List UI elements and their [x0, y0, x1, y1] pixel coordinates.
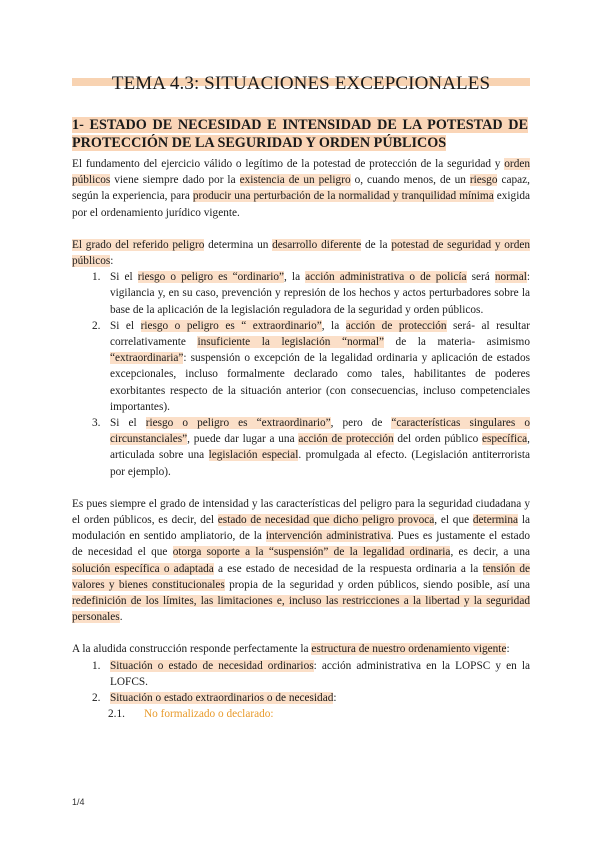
highlight-run: acción de protección — [345, 319, 447, 332]
text-run: El fundamento del ejercicio válido o legítimo de la potestad de protección de la seguridad y — [72, 158, 501, 170]
section-heading-text: 1- ESTADO DE NECESIDAD E INTENSIDAD DE LA POTESTAD DE PROTECCIÓN DE LA SEGURIDAD Y ORDEN PÚBLICOS — [72, 117, 528, 151]
highlight-run: tensión de valores y bienes constitucionales — [72, 562, 530, 591]
highlight-run: orden públicos — [72, 158, 531, 187]
text-run: de la — [361, 238, 392, 251]
highlight-run: insuficiente la legislación “normal” — [197, 336, 384, 349]
text-run: , es decir, a una — [450, 546, 530, 559]
list-number: 1. — [92, 659, 101, 672]
text-run: Es pues siempre el grado de intensidad y las características del peligro para la seguridad ciudadana y el orden públicos, es decir, del — [72, 497, 530, 527]
highlight-run: estructura de nuestro ordenamiento vigente — [311, 643, 507, 656]
list-item — [72, 415, 530, 480]
section-heading — [72, 116, 528, 152]
text-run: viene siempre dado por la — [110, 174, 240, 187]
list-number: 2. — [92, 692, 101, 705]
text-run: : vigilancia y, en su caso, prevención y represión de los hechos y actos perturbadores sobre la base de la aplicación de la legislación reguladora de la seguridad y orden públicos. — [110, 271, 530, 316]
text-run: Si el — [110, 417, 146, 430]
highlight-run: Situación o estado extraordinarios o de necesidad — [110, 692, 334, 705]
highlight-run: otorga soporte a la “suspensión” de la legalidad ordinaria — [172, 546, 451, 559]
risk-level-list — [72, 269, 530, 480]
text-run: será- al resultar correlativamente — [110, 319, 530, 349]
highlight-run: determina — [472, 514, 519, 527]
paragraph-3 — [72, 496, 530, 626]
text-run: , puede dar lugar a una — [187, 433, 299, 446]
highlight-run: riesgo o peligro es “ extraordinario” — [140, 319, 322, 332]
highlight-run: potestad de seguridad y orden públicos — [72, 238, 531, 268]
highlight-run: intervención administrativa — [265, 530, 391, 543]
sub-list-number: 2.1. — [108, 708, 125, 721]
text-run: : acción administrativa en la LOPSC y en la LOFCS. — [110, 659, 530, 688]
text-run: la modulación en sentido ampliatorio, de la — [72, 514, 530, 543]
situation-list — [72, 658, 530, 707]
text-run: : — [110, 255, 114, 268]
text-run: Si el — [110, 271, 138, 284]
text-run: : — [506, 643, 510, 656]
highlight-run: Situación o estado de necesidad ordinarios — [110, 659, 314, 672]
highlight-run: normal — [494, 271, 527, 284]
document-body — [72, 156, 530, 723]
highlight-run: “características singulares o circunstanciales” — [110, 417, 530, 446]
text-run: propia de la seguridad y orden públicos, siendo posible, así una — [224, 578, 531, 591]
list-number: 2. — [92, 319, 101, 332]
text-run: capaz, según la experiencia, para — [72, 174, 530, 203]
list-number: 3. — [92, 417, 101, 430]
highlight-run: estado de necesidad que dicho peligro provoca — [217, 514, 435, 527]
highlight-run: solución específica o adaptada — [72, 562, 214, 575]
paragraph-4 — [72, 641, 530, 657]
highlight-run: “extraordinaria” — [110, 352, 184, 365]
highlight-run: producir una perturbación de la normalidad y tranquilidad mínima — [192, 190, 494, 203]
text-run: o, cuando menos, de un — [350, 174, 470, 187]
highlight-run: existencia de un peligro — [239, 174, 351, 187]
list-item — [72, 658, 530, 690]
highlight-run: desarrollo diferente — [272, 238, 362, 251]
text-run: : suspensión o excepción de la legalidad ordinaria y aplicación de estados excepcionales, incluso formalmente declarado como tales, habilitantes de poderes exorbitantes respecto de la situación anterior (con consecuencias, incluso competenciales importantes). — [110, 352, 530, 413]
text-run: . promulgada al efecto. (Legislación antiterrorista por ejemplo). — [110, 449, 530, 478]
title-block — [72, 70, 530, 102]
paragraph-2 — [72, 237, 530, 269]
list-item — [72, 269, 530, 318]
text-run: será — [466, 271, 495, 284]
list-number: 1. — [92, 271, 101, 284]
highlight-run: específica — [482, 433, 528, 446]
text-run: : — [333, 692, 337, 705]
text-run: . — [119, 611, 123, 624]
text-run: . Pues es justamente el estado de necesidad el que — [72, 530, 530, 559]
text-run: , pero de — [330, 417, 392, 430]
text-run: , el que — [434, 514, 473, 527]
text-run: , la — [284, 271, 306, 284]
text-run: determina un — [204, 238, 273, 251]
page-title: TEMA 4.3: SITUACIONES EXCEPCIONALES — [111, 73, 491, 94]
highlight-run: redefinición de los límites, las limitaciones e, incluso las restricciones a la libertad y la seguridad personales — [72, 595, 530, 624]
text-run: exigida por el ordenamiento jurídico vigente. — [72, 190, 531, 219]
paragraph-1 — [72, 156, 530, 221]
page-number: 1/4 — [72, 797, 85, 807]
list-item — [72, 690, 530, 706]
text-run: Si el — [110, 319, 141, 332]
highlight-run: riesgo o peligro es “extraordinario” — [145, 417, 331, 430]
text-run: del orden público — [393, 433, 482, 446]
sub-list-item — [72, 706, 530, 722]
sub-list-text: No formalizado o declarado: — [144, 708, 274, 721]
text-run: a ese estado de necesidad de la respuesta ordinaria a la — [213, 562, 483, 575]
highlight-run: acción administrativa o de policía — [305, 271, 467, 284]
highlight-run: El grado del referido peligro — [72, 238, 205, 251]
highlight-run: acción de protección — [298, 433, 394, 446]
list-item — [72, 318, 530, 415]
text-run: , articulada sobre una — [110, 433, 530, 462]
highlight-run: riesgo — [469, 174, 498, 187]
highlight-run: riesgo o peligro es “ordinario” — [137, 271, 285, 284]
text-run: de la materia- asimismo — [383, 336, 530, 349]
text-run: A la aludida construcción responde perfectamente la — [72, 643, 312, 656]
text-run: , la — [321, 319, 346, 332]
highlight-run: legislación especial — [208, 449, 299, 462]
